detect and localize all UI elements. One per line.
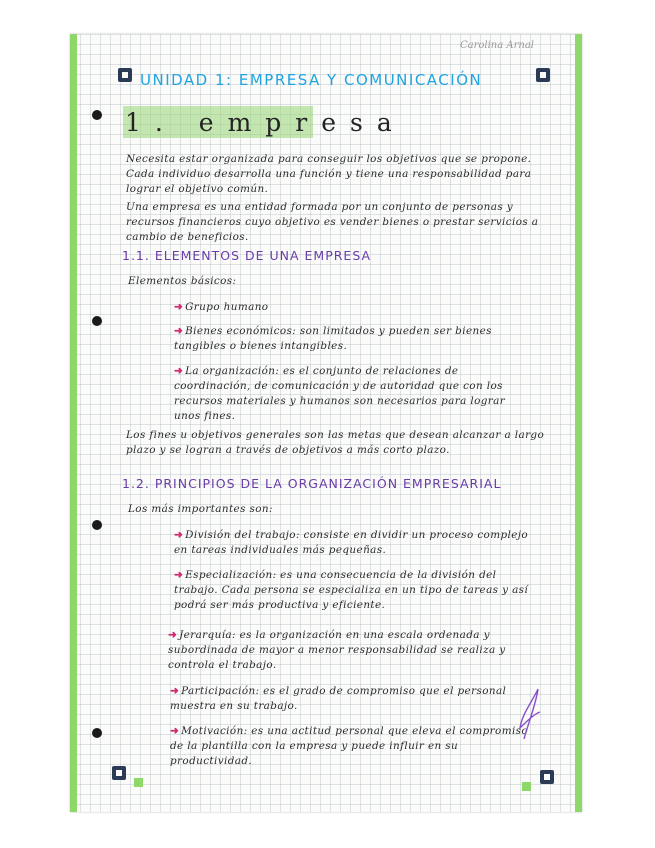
list-item: ➜ División del trabajo: consiste en dividir un proceso complejo en tareas individuales más pequeñas. [174, 529, 529, 556]
arrow-icon: ➜ [174, 365, 184, 377]
section-2-intro: Los más importantes son: [128, 503, 273, 515]
unit-title: UNIDAD 1: EMPRESA Y COMUNICACIÓN [140, 71, 483, 89]
intro-paragraph-2: Una empresa es una entidad formada por un conjunto de personas y recursos financieros cuyo objetivo es vender bienes o prestar servicios a cambio de beneficios. [126, 201, 539, 243]
list-item: ➜ Bienes económicos: son limitados y pueden ser bienes tangibles o bienes intangibles. [174, 325, 492, 352]
list-item: ➜ Participación: es el grado de compromiso que el personal muestra en su trabajo. [170, 685, 507, 712]
arrow-icon: ➜ [174, 301, 184, 313]
green-edge-right [575, 34, 582, 812]
section-2-title: 1.2. PRINCIPIOS DE LA ORGANIZACIÓN EMPRESARIAL [122, 476, 502, 491]
intro-paragraph-1: Necesita estar organizada para conseguir los objetivos que se propone. Cada individuo desarrolla una función y tiene una responsabilidad para lograr el objetivo común. [126, 153, 532, 195]
corner-marker-icon [540, 770, 554, 784]
section-1-intro: Elementos básicos: [128, 275, 237, 287]
author-name: Carolina Arnal [460, 40, 534, 51]
notebook-page [70, 34, 582, 812]
green-edge-left [70, 34, 77, 812]
list-item: ➜ Grupo humano [174, 301, 269, 313]
arrow-icon: ➜ [174, 529, 184, 541]
arrow-icon: ➜ [174, 325, 184, 337]
arrow-icon: ➜ [170, 685, 180, 697]
green-square-icon [522, 782, 531, 791]
arrow-icon: ➜ [170, 725, 180, 737]
hole-punch-icon [92, 520, 102, 530]
corner-marker-icon [536, 68, 550, 82]
section-1-closing: Los fines u objetivos generales son las metas que desean alcanzar a largo plazo y se logran a través de objetivos a más corto plazo. [126, 429, 545, 456]
list-item: ➜ La organización: es el conjunto de relaciones de coordinación, de comunicación y de autoridad que con los recursos materiales y humanos son necesarios para lograr unos fines. [174, 365, 506, 422]
arrow-icon: ➜ [168, 629, 178, 641]
hole-punch-icon [92, 316, 102, 326]
main-heading [125, 108, 406, 137]
list-item: ➜ Especialización: es una consecuencia de la división del trabajo. Cada persona se especializa en un tipo de tareas y así podrá ser más productiva y eficiente. [174, 569, 529, 611]
hole-punch-icon [92, 110, 102, 120]
list-item: ➜ Jerarquía: es la organización en una escala ordenada y subordinada de mayor a menor responsabilidad se realiza y controla el trabajo. [168, 629, 506, 671]
hole-punch-icon [92, 728, 102, 738]
arrow-icon: ➜ [174, 569, 184, 581]
green-square-icon [134, 778, 143, 787]
main-heading-text: 1. empresa [125, 108, 406, 137]
section-1-title: 1.1. ELEMENTOS DE UNA EMPRESA [122, 248, 372, 263]
list-item: ➜ Motivación: es una actitud personal que eleva el compromiso de la plantilla con la empresa y puede influir en su productividad. [170, 725, 529, 767]
corner-marker-icon [112, 766, 126, 780]
signature-mark [514, 684, 544, 744]
corner-marker-icon [118, 68, 132, 82]
